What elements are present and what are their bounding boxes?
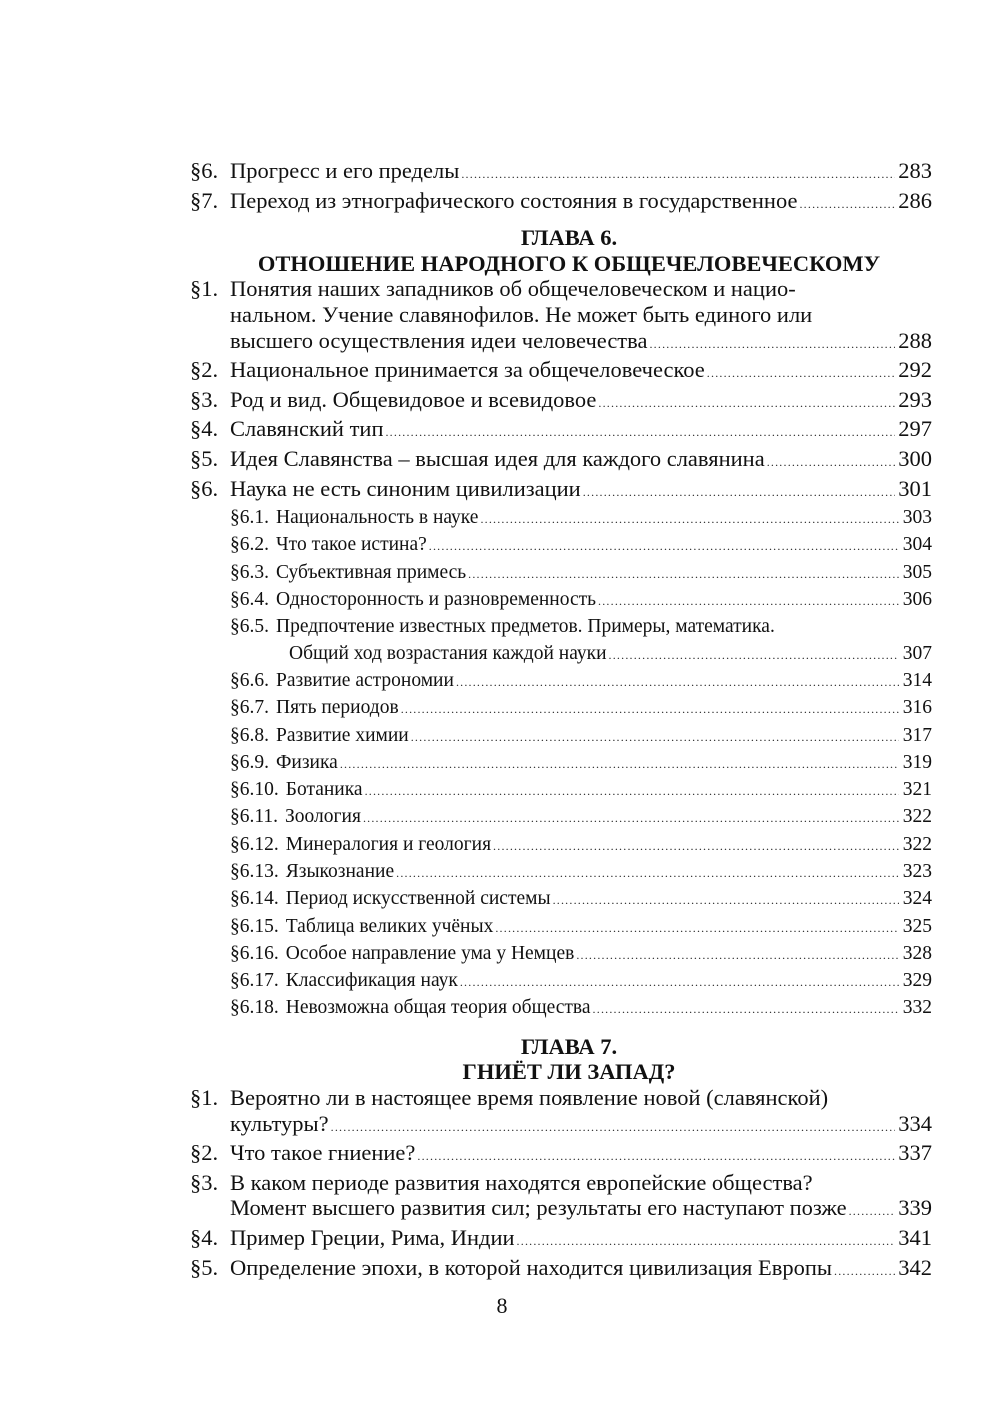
section-number: §1.: [190, 276, 219, 302]
toc-entry: [190, 276, 932, 357]
page-ref: 334: [898, 1110, 932, 1136]
subentry-title: Что такое истина?: [276, 534, 427, 556]
subsection-number: §6.3.: [230, 561, 269, 583]
entry-text-line: В каком периоде развития находятся европейские общества?: [230, 1169, 813, 1195]
entry-last-line: [230, 328, 932, 358]
page-ref: 342: [898, 1254, 932, 1280]
subentry-title: Развитие астрономии: [276, 669, 454, 691]
page-ref: 329: [902, 970, 932, 992]
entry-body: [230, 446, 932, 476]
toc-subentry: [230, 804, 932, 831]
section-number: §4.: [190, 1224, 219, 1250]
toc-entry: [190, 1170, 932, 1225]
entry-last-line: [230, 387, 932, 417]
page-ref: 297: [898, 416, 932, 442]
subsection-number: §6.8.: [230, 724, 269, 746]
subsection-number: §6.10.: [230, 779, 279, 801]
page-ref: 292: [898, 357, 932, 383]
dot-leader: [331, 1115, 896, 1141]
toc-entry: [190, 476, 932, 506]
page-ref: 322: [902, 806, 932, 828]
subsection-number: §6.4.: [230, 589, 269, 611]
chapter-7-entries: [190, 1085, 932, 1284]
subentry-title: Таблица великих учёных: [285, 915, 494, 937]
subsection-number: §6.14.: [230, 888, 279, 910]
page-ref: 324: [902, 888, 932, 910]
entry-title: высшего осуществления идеи человечества: [230, 327, 648, 353]
dot-leader: [834, 1259, 895, 1285]
subentry-title: Особое направление ума у Немцев: [285, 942, 575, 964]
subsection-number: §6.9.: [230, 751, 269, 773]
entry-last-line: [230, 1140, 932, 1170]
dot-leader: [468, 561, 899, 587]
dot-leader: [461, 162, 895, 188]
subsection-number: §6.12.: [230, 833, 279, 855]
section-number: §2.: [190, 1140, 219, 1166]
page-ref: 317: [902, 724, 932, 746]
page-ref: 305: [902, 561, 932, 583]
page-ref: 283: [898, 158, 932, 183]
entry-last-line: [230, 446, 932, 476]
toc-subentry: [230, 587, 932, 614]
toc-entry: [190, 188, 932, 218]
toc-entry: [190, 1140, 932, 1170]
subentry-title-cont: Общий ход возрастания каждой науки: [289, 642, 607, 664]
entry-title: Пример Греции, Рима, Индии: [230, 1224, 515, 1250]
page-ref: 332: [902, 997, 932, 1019]
section-number: §6.: [190, 158, 219, 183]
entry-title: Определение эпохи, в которой находится цивилизация Европы: [230, 1254, 832, 1280]
page-ref: 319: [902, 751, 932, 773]
page-ref: 304: [902, 534, 932, 556]
section-number: §2.: [190, 357, 219, 383]
chapter-7-label: ГЛАВА 7.: [520, 1033, 618, 1059]
subentry-title: Минералогия и геология: [285, 833, 492, 855]
page-ref: 306: [902, 589, 932, 611]
page-ref: 328: [902, 942, 932, 964]
dot-leader: [767, 450, 896, 476]
chapter-6-label: ГЛАВА 6.: [520, 225, 618, 251]
entry-last-line: [230, 188, 932, 218]
page-ref: 301: [898, 475, 932, 501]
dot-leader: [598, 588, 899, 614]
toc-entry: [190, 387, 932, 417]
entry-body: [230, 357, 932, 387]
entry-body: [230, 476, 932, 506]
dot-leader: [401, 696, 899, 722]
toc-subentry: [230, 723, 932, 750]
subsection-number: §6.2.: [230, 534, 269, 556]
subentry-title: Зоология: [285, 806, 361, 828]
page-ref: 307: [902, 642, 932, 664]
subentry-title: Развитие химии: [276, 724, 409, 746]
entry-text-line: Вероятно ли в настоящее время появление новой (славянской): [230, 1084, 829, 1110]
subsection-number: §6.7.: [230, 697, 269, 719]
page-ref: 323: [902, 860, 932, 882]
chapter-7-title: ГНИЁТ ЛИ ЗАПАД?: [462, 1059, 676, 1085]
dot-leader: [396, 860, 899, 886]
entry-title: Наука не есть синоним цивилизации: [230, 475, 581, 501]
dot-leader: [495, 915, 899, 941]
toc-subentry: [230, 777, 932, 804]
toc-subentry: [230, 560, 932, 587]
subentry-title: Языкознание: [285, 860, 395, 882]
dot-leader: [417, 1144, 895, 1170]
toc-entry: [190, 446, 932, 476]
toc-subentry: [230, 832, 932, 859]
entry-body: [230, 158, 932, 188]
dot-leader: [593, 996, 899, 1022]
entry-last-line: [230, 476, 932, 506]
page-ref: 300: [898, 445, 932, 471]
entry-body: [230, 416, 932, 446]
toc-subentry: [230, 668, 932, 695]
entry-body: [230, 1225, 932, 1255]
section-number: §5.: [190, 1254, 219, 1280]
subentry-first-line: [230, 614, 932, 640]
entry-title: Идея Славянства – высшая идея для каждого славянина: [230, 445, 765, 471]
subsection-number: §6.5.: [230, 616, 269, 638]
toc-subentry: [230, 886, 932, 913]
dot-leader: [553, 887, 899, 913]
entry-title: Славянский тип: [230, 416, 384, 442]
toc-subentry: [230, 614, 932, 668]
dot-leader: [517, 1229, 896, 1255]
entry-body: [230, 1170, 932, 1225]
entry-body: [230, 387, 932, 417]
entry-last-line: [230, 1195, 932, 1225]
page-number: 8: [496, 1293, 508, 1318]
toc-entry: [190, 1085, 932, 1140]
subsection-number: §6.13.: [230, 860, 279, 882]
toc-subentry: [230, 750, 932, 777]
subsection-number: §6.1.: [230, 507, 269, 529]
dot-leader: [493, 833, 899, 859]
dot-leader: [583, 480, 896, 506]
toc-entries-top: [190, 158, 932, 217]
entry-body: [230, 1085, 932, 1140]
page-ref: 293: [898, 386, 932, 412]
toc-subentry: [230, 695, 932, 722]
subentry-title: Ботаника: [285, 779, 363, 801]
entry-body: [230, 188, 932, 218]
subsection-number: §6.15.: [230, 915, 279, 937]
entry-body: [230, 1140, 932, 1170]
toc-subentry: [230, 941, 932, 968]
entry-title: Переход из этнографического состояния в государственное: [230, 187, 798, 213]
dot-leader: [707, 361, 895, 387]
dot-leader: [480, 506, 899, 532]
subentry-title: Невозможна общая теория общества: [285, 997, 591, 1019]
page-ref: 286: [898, 187, 932, 213]
subentry-title: Классификация наук: [285, 970, 458, 992]
section-number: §3.: [190, 1169, 219, 1195]
page-ref: 341: [898, 1224, 932, 1250]
dot-leader: [340, 751, 899, 777]
section-number: §7.: [190, 187, 219, 213]
entry-title: Национальное принимается за общечеловеческое: [230, 357, 705, 383]
entry-body: [230, 1255, 932, 1285]
section-number: §4.: [190, 416, 219, 442]
entry-title: Род и вид. Общевидовое и всевидовое: [230, 386, 597, 412]
dot-leader: [385, 420, 895, 446]
subentry-title: Национальность в науке: [276, 507, 479, 529]
toc-subentry: [230, 505, 932, 532]
page-ref: 322: [902, 833, 932, 855]
subsection-number: §6.18.: [230, 997, 279, 1019]
page-ref: 316: [902, 697, 932, 719]
subentry-title: Период искусственной системы: [285, 888, 551, 910]
entry-title: Прогресс и его пределы: [230, 158, 460, 183]
chapter-6-title: ОТНОШЕНИЕ НАРОДНОГО К ОБЩЕЧЕЛОВЕЧЕСКОМУ: [257, 250, 881, 276]
entry-last-line: [230, 158, 932, 188]
entry-title: Момент высшего развития сил; результаты его наступают позже: [230, 1195, 847, 1221]
subsection-number: §6.16.: [230, 942, 279, 964]
section-number: §5.: [190, 445, 219, 471]
entry-last-line: [230, 1225, 932, 1255]
dot-leader: [363, 805, 899, 831]
toc-entry: [190, 1225, 932, 1255]
toc-entry: [190, 1255, 932, 1285]
toc-entry: [190, 158, 932, 188]
dot-leader: [849, 1199, 896, 1225]
entry-body: [230, 276, 932, 357]
page-ref: 325: [902, 915, 932, 937]
subentry-title: Физика: [276, 751, 338, 773]
dot-leader: [411, 724, 899, 750]
toc-subentry: [230, 968, 932, 995]
dot-leader: [799, 192, 895, 218]
entry-last-line: [230, 357, 932, 387]
subentry-cont-line: [230, 641, 932, 668]
toc-subentry: [230, 859, 932, 886]
toc-entry: [190, 416, 932, 446]
entry-text-line: нальном. Учение славянофилов. Не может быть единого или: [230, 301, 813, 327]
toc-subentry: [230, 532, 932, 559]
subentry-title: Пять периодов: [276, 697, 399, 719]
dot-leader: [609, 642, 899, 668]
section-number: §6.: [190, 475, 219, 501]
page-ref: 339: [898, 1195, 932, 1221]
section-number: §3.: [190, 386, 219, 412]
entry-text-line: Понятия наших западников об общечеловеческом и нацио-: [230, 276, 796, 302]
subsection-number: §6.11.: [230, 806, 279, 828]
chapter-6-subentries: [190, 505, 932, 1023]
subentry-title: Односторонность и разновременность: [276, 589, 597, 611]
subentry-title: Предпочтение известных предметов. Примеры, математика.: [276, 616, 775, 638]
dot-leader: [576, 942, 899, 968]
dot-leader: [598, 391, 895, 417]
subsection-number: §6.6.: [230, 669, 269, 691]
entry-last-line: [230, 1255, 932, 1285]
page-ref: 288: [898, 327, 932, 353]
page-ref: 321: [902, 779, 932, 801]
dot-leader: [429, 533, 899, 559]
dot-leader: [460, 969, 899, 995]
entry-title: культуры?: [230, 1110, 329, 1136]
dot-leader: [649, 332, 895, 358]
subentry-title: Субъективная примесь: [276, 561, 467, 583]
entry-title: Что такое гниение?: [230, 1140, 416, 1166]
toc-entry: [190, 357, 932, 387]
page-ref: 314: [902, 669, 932, 691]
subsection-number: §6.17.: [230, 970, 279, 992]
entry-last-line: [230, 416, 932, 446]
dot-leader: [365, 778, 899, 804]
page-ref: 303: [902, 507, 932, 529]
dot-leader: [456, 669, 899, 695]
section-number: §1.: [190, 1084, 219, 1110]
chapter-6-entries: [190, 276, 932, 505]
entry-last-line: [230, 1111, 932, 1141]
toc-subentry: [230, 914, 932, 941]
table-of-contents: [190, 158, 932, 1284]
page-ref: 337: [898, 1140, 932, 1166]
toc-subentry: [230, 995, 932, 1022]
